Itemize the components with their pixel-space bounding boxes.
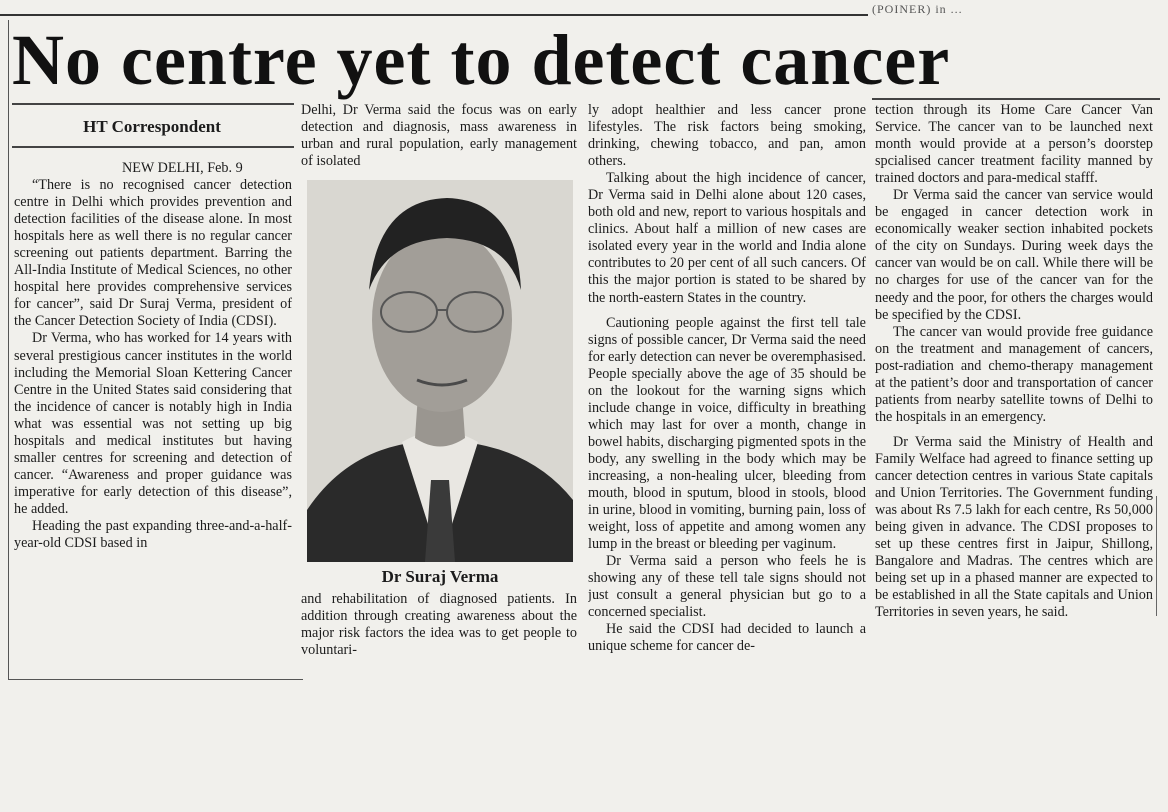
top-rule <box>0 14 868 16</box>
paragraph: Dr Verma said the Ministry of Health and Family Welface had agreed to finance setting up cancer detection centres in various State capitals and Union Territories. The Government funding was about Rs 7.5 lakh for each centre, Rs 50,000 being given in advance. The CDSI proposes to set up these centres first in Jaipur, Shillong, Bangalore and Madras. The centres which are being set up in a phased manner are expected to be established in all the State capitals and Union Territories in seven years, he said. <box>875 433 1153 621</box>
paragraph: Dr Verma said the cancer van service would be engaged in cancer detection work in economically weaker section inhabited pockets of the city on Sundays. During week days the cancer van would be on call. While there will be no charges for use of the cancer van for the needy and the poor, for others the charges would be specified by the CDSI. <box>875 187 1153 323</box>
headline: No centre yet to detect cancer <box>12 20 951 100</box>
photo-caption: Dr Suraj Verma <box>381 567 499 586</box>
paragraph: Delhi, Dr Verma said the focus was on early detection and diagnosis, mass awareness in urban and rural population, early management of isolated <box>301 102 577 170</box>
bottom-frame-rule <box>8 679 303 680</box>
paragraph: “There is no recognised cancer detection centre in Delhi which provides prevention and detection facilities of the disease alone. In most hospitals here as well there is no regular cancer screening out patients department. Barring the All-India Institute of Medical Sciences, no other hospital here provides comprehensive services for cancer”, said Dr Suraj Verma, president of the Cancer Detection Society of India (CDSI). <box>14 177 292 330</box>
masthead-fragment: (POINER) in ... <box>872 2 963 16</box>
article-column-4 <box>875 102 1153 802</box>
portrait-photo-graphic <box>307 180 573 562</box>
article-column-1 <box>14 160 292 672</box>
portrait-photo <box>307 180 573 562</box>
article-column-2-bottom <box>301 591 577 663</box>
paragraph: The cancer van would provide free guidance on the treatment and management of cancers, post-radiation and chemo-therapy management at the patient’s door and transportation of cancer patients from nearby satellite towns of Delhi to the hospitals in an emergency. <box>875 323 1153 425</box>
column-rule-1 <box>12 103 294 105</box>
byline-rule <box>12 146 294 148</box>
byline: HT Correspondent <box>83 117 221 136</box>
paragraph: and rehabilitation of diagnosed patients. In addition through creating awareness about the major risk factors the idea was to get people to voluntari- <box>301 591 577 659</box>
right-frame-rule <box>1156 496 1157 616</box>
left-frame-rule <box>8 20 9 680</box>
paragraph: Cautioning people against the first tell tale signs of possible cancer, Dr Verma said the need for early detection can never be overemphasised. People specially above the age of 35 should be on the lookout for the warning signs which include change in voice, difficulty in breathing which may last for over a month, change in bowel habits, discharging pigmented spots in the body, any swelling in the body which may be increasing, a non-healing ulcer, bleeding from mouth, blood in sputum, blood in stools, blood in urine, blood in vomiting, burning pain, loss of weight, loss of appetite and among women any lump in the breast or bleeding per vaginum. <box>588 314 866 553</box>
dateline: NEW DELHI, Feb. 9 <box>122 160 243 176</box>
paragraph: He said the CDSI had decided to launch a unique scheme for cancer de- <box>588 621 866 655</box>
paragraph: tection through its Home Care Cancer Van Service. The cancer van to be launched next month would provide at a person’s doorstep spcialised cancer treatment facility manned by trained doctors and para-medical stafff. <box>875 102 1153 187</box>
paragraph: Talking about the high incidence of cancer, Dr Verma said in Delhi alone about 120 cases, both old and new, report to various hospitals and clinics. About half a million of new cases are isolated every year in the world and India alone contributes to 20 per cent of all such cancers. Of this the major portion is stated to be shared by the north-eastern States in the country. <box>588 170 866 306</box>
article-column-3 <box>588 102 866 802</box>
paragraph: Dr Verma said a person who feels he is showing any of these tell tale signs should not just consult a general physician but go to a concerned specialist. <box>588 553 866 621</box>
paragraph: ly adopt healthier and less cancer prone lifestyles. The risk factors being smoking, drinking, chewing tobacco, and pan, amon others. <box>588 102 866 170</box>
column-rule-4 <box>872 98 1160 100</box>
paragraph: Heading the past expanding three-and-a-half-year-old CDSI based in <box>14 517 292 552</box>
paragraph: Dr Verma, who has worked for 14 years with several prestigious cancer institutes in the world including the Memorial Sloan Kettering Cancer Centre in the United States said considering that the incidence of cancer is notably high in India what was essential was not setting up big hospitals and medical institutes but having smaller centres for screening and detection of cancer. “Awareness and proper guidance was imperative for early detection of this disease”, he added. <box>14 330 292 517</box>
article-column-2-top <box>301 102 577 174</box>
